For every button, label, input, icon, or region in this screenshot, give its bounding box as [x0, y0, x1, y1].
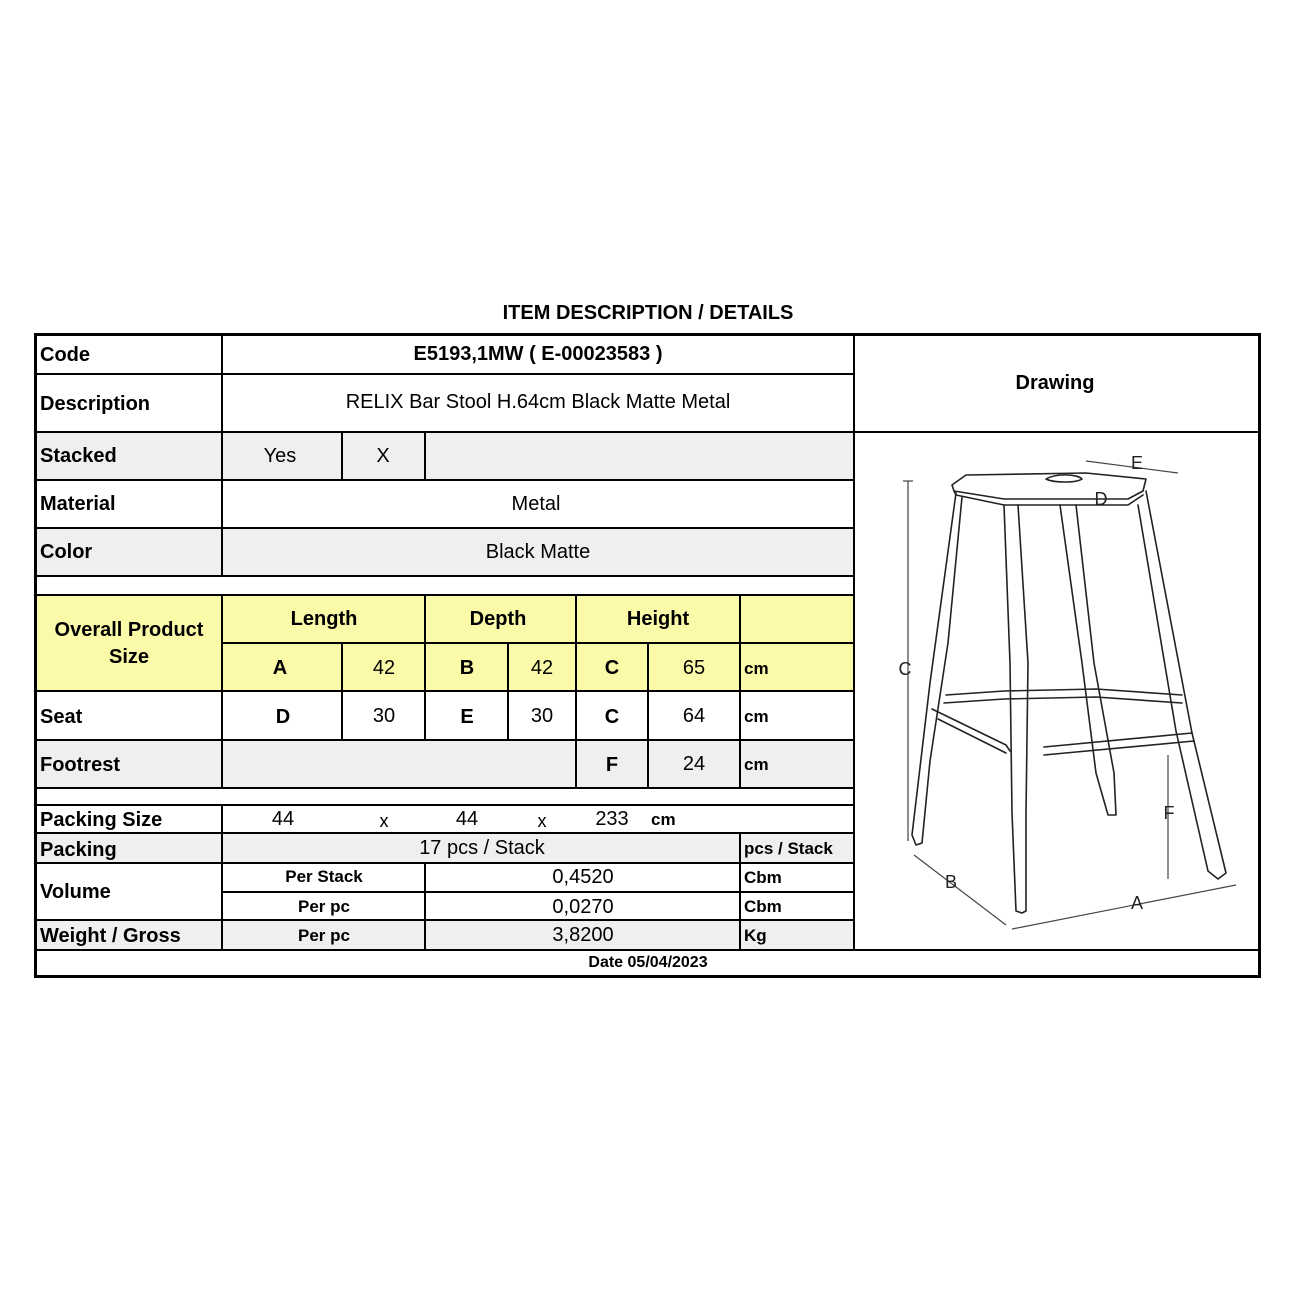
seat-unit: cm [744, 707, 769, 726]
dim-label-f: F [1163, 803, 1175, 823]
stacked-value: Yes [263, 445, 297, 467]
overall-label-line2: Size [108, 646, 150, 668]
seat-letter-c: C [604, 706, 620, 728]
packing-height: 233 [595, 808, 629, 830]
dim-label-e: E [1130, 453, 1144, 473]
overall-value-a: 42 [372, 657, 396, 679]
packing-length: 44 [271, 808, 295, 830]
overall-unit: cm [744, 659, 769, 678]
stacked-label: Stacked [40, 445, 117, 467]
code-value: E5193,1MW ( E-00023583 ) [413, 343, 663, 365]
volume-label: Volume [40, 881, 111, 903]
seat-letter-d: D [275, 706, 291, 728]
overall-letter-a: A [272, 657, 288, 679]
footrest-letter: F [605, 754, 619, 776]
drawing-header: Drawing [1015, 372, 1095, 394]
packing-depth: 44 [455, 808, 479, 830]
weight-label: Weight / Gross [40, 925, 181, 947]
overall-letter-b: B [459, 657, 475, 679]
footrest-value: 24 [682, 753, 706, 775]
weight-unit: Kg [744, 926, 767, 945]
volume-unit-stack: Cbm [744, 868, 782, 887]
stacked-mark: X [376, 445, 390, 467]
volume-unit-pc: Cbm [744, 897, 782, 916]
seat-letter-e: E [460, 706, 474, 728]
date-stamp: Date 05/04/2023 [588, 954, 708, 971]
packing-unit: pcs / Stack [744, 839, 833, 858]
stool-drawing [856, 433, 1258, 948]
seat-value-c: 64 [682, 705, 706, 727]
dim-label-c: C [898, 659, 912, 679]
seat-label: Seat [40, 706, 83, 728]
overall-letter-c: C [604, 657, 620, 679]
dim-label-d: D [1094, 489, 1108, 509]
footrest-unit: cm [744, 755, 769, 774]
length-header: Length [290, 608, 358, 630]
packing-value: 17 pcs / Stack [419, 837, 545, 859]
dim-label-a: A [1130, 893, 1144, 913]
material-value: Metal [511, 493, 561, 515]
volume-basis-pc: Per pc [298, 897, 350, 916]
packing-size-unit: cm [651, 810, 676, 829]
height-header: Height [626, 608, 690, 630]
packing-size-label: Packing Size [40, 809, 163, 831]
overall-label-line1: Overall Product [54, 619, 204, 641]
description-label: Description [40, 393, 151, 415]
weight-value: 3,8200 [552, 924, 614, 946]
packing-sep-2: x [537, 811, 547, 831]
overall-value-c: 65 [682, 657, 706, 679]
seat-value-e: 30 [530, 705, 554, 727]
dim-label-b: B [944, 872, 958, 892]
volume-value-stack: 0,4520 [552, 866, 614, 888]
color-label: Color [40, 541, 93, 563]
footrest-label: Footrest [40, 754, 120, 776]
seat-value-d: 30 [372, 705, 396, 727]
weight-basis: Per pc [298, 926, 350, 945]
page-title: ITEM DESCRIPTION / DETAILS [502, 302, 794, 324]
volume-basis-stack: Per Stack [285, 867, 363, 886]
packing-sep-1: x [379, 811, 389, 831]
depth-header: Depth [469, 608, 527, 630]
material-label: Material [40, 493, 116, 515]
color-value: Black Matte [485, 541, 591, 563]
description-value: RELIX Bar Stool H.64cm Black Matte Metal [345, 391, 731, 413]
volume-value-pc: 0,0270 [552, 896, 614, 918]
packing-label: Packing [40, 839, 117, 861]
overall-value-b: 42 [530, 657, 554, 679]
code-label: Code [40, 344, 90, 366]
